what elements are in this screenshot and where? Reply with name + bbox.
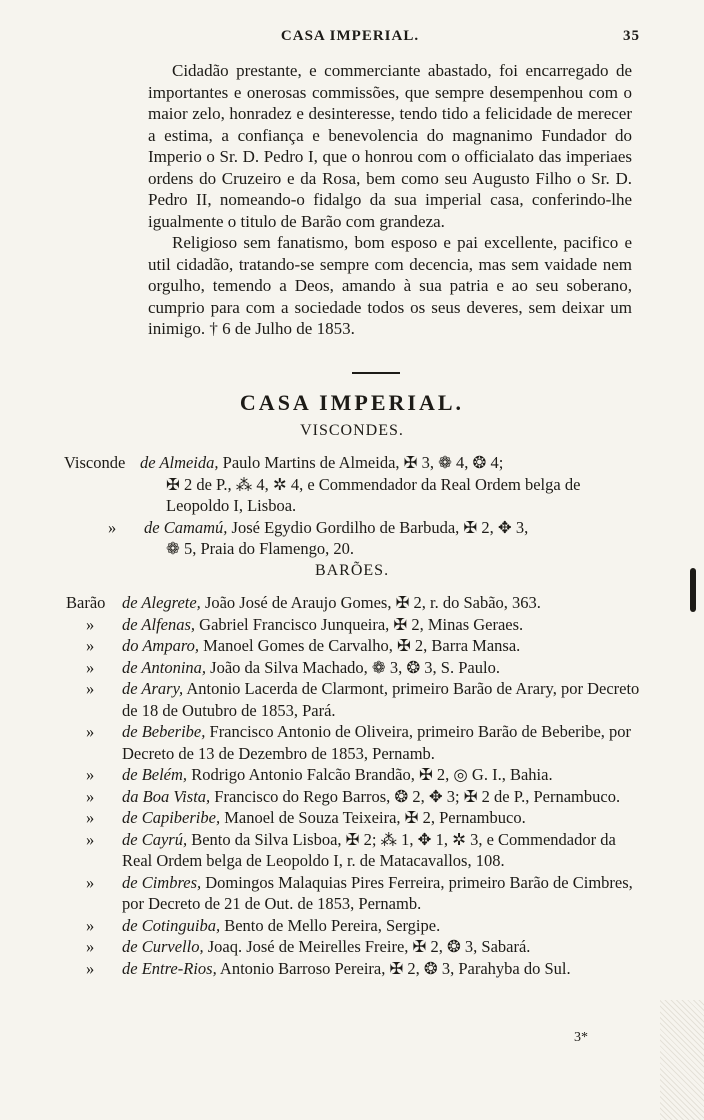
entry-lead: » <box>86 765 95 784</box>
entry-title: de Almeida, <box>140 453 219 472</box>
list-item <box>0 635 704 657</box>
margin-mark <box>690 568 696 612</box>
entry-title: de Arary, <box>122 679 184 698</box>
entry-text: Domingos Malaquias Pires Ferreira, primeiro Barão de Cimbres, por Decreto de 21 de Out. de 1853, Pernamb. <box>122 872 633 913</box>
entry-lead: » <box>86 614 95 634</box>
entry-title: de Cimbres, <box>122 872 202 892</box>
list-item <box>0 936 704 958</box>
entry-text: ✠ 2 de P., ⁂ 4, ✲ 4, e Commendador da Real Ordem belga de Leopoldo I, Lisboa. <box>166 474 581 515</box>
entry-lead: » <box>86 657 95 677</box>
entry-text: Francisco do Rego Barros, ❂ 2, ✥ 3; ✠ 2 de P., Pernambuco. <box>214 786 621 806</box>
entry-lead: » <box>86 872 95 892</box>
entry-text: Manoel Gomes de Carvalho, ✠ 2, Barra Mansa. <box>203 636 521 655</box>
entry-lead: » <box>86 829 95 849</box>
list-item <box>0 872 704 915</box>
list-item <box>0 915 704 937</box>
list-item <box>0 721 704 764</box>
running-head <box>60 28 640 50</box>
entry-lead: » <box>86 636 95 655</box>
entry-lead: Barão <box>66 593 106 612</box>
section-title: CASA IMPERIAL. <box>239 390 465 415</box>
entry-text: Gabriel Francisco Junqueira, ✠ 2, Minas Geraes. <box>199 614 524 634</box>
list-item <box>0 592 704 614</box>
list-item <box>0 807 704 829</box>
entry-title: de Cotinguiba, <box>122 915 221 935</box>
list-item <box>0 614 704 636</box>
viscondes-heading: VISCONDES. <box>300 422 404 439</box>
entry-lead: » <box>108 517 117 537</box>
entry-text: Joaq. José de Meirelles Freire, ✠ 2, ❂ 3, Sabará. <box>207 937 531 956</box>
baroes-heading: BARÕES. <box>314 562 390 579</box>
entry-title: do Amparo, <box>122 636 200 655</box>
signature-mark: 3* <box>574 1030 588 1045</box>
entry-lead: Visconde <box>64 453 126 472</box>
entry-lead: » <box>86 786 95 806</box>
entry-lead: » <box>86 937 95 956</box>
entry-title: de Beberibe, <box>122 722 206 741</box>
entry-title: de Alegrete, <box>122 593 201 612</box>
entry-lead: » <box>86 722 95 741</box>
entry-lead: » <box>86 679 95 698</box>
entry-text: João da Silva Machado, ❁ 3, ❂ 3, S. Paulo. <box>210 657 500 677</box>
entry-title: de Entre-Rios, <box>122 958 217 978</box>
baroes-list <box>0 592 704 979</box>
entry-text: José Egydio Gordilho de Barbuda, ✠ 2, ✥ 3, <box>231 517 529 537</box>
list-item <box>0 786 704 808</box>
list-item <box>0 657 704 679</box>
list-item <box>0 829 704 872</box>
entry-text: Francisco Antonio de Oliveira, primeiro Barão de Beberibe, por Decreto de 13 de Dezembro de 1853, Pernamb. <box>122 722 632 763</box>
entry-text: Bento de Mello Pereira, Sergipe. <box>224 915 441 935</box>
entry-lead: » <box>86 915 95 935</box>
running-head-title: CASA IMPERIAL. <box>280 28 420 44</box>
list-item <box>0 958 704 980</box>
entry-text: Antonio Barroso Pereira, ✠ 2, ❂ 3, Parahyba do Sul. <box>219 958 571 978</box>
page-number: 35 <box>623 28 640 44</box>
entry-text: Manoel de Souza Teixeira, ✠ 2, Pernambuco. <box>224 808 526 827</box>
entry-title: de Antonina, <box>122 657 207 677</box>
list-item <box>0 452 704 517</box>
entry-title: de Camamú, <box>144 517 228 537</box>
entry-lead: » <box>86 958 95 978</box>
list-item <box>0 764 704 786</box>
entry-text: Antonio Lacerda de Clarmont, primeiro Barão de Arary, por Decreto de 18 de Outubro de 1853, Pará. <box>122 679 640 720</box>
entry-text: João José de Araujo Gomes, ✠ 2, r. do Sabão, 363. <box>204 593 541 612</box>
entry-title: de Cayrú, <box>122 829 188 849</box>
entry-lead: » <box>86 808 95 827</box>
paper-speckle <box>660 1000 704 1120</box>
obituary-text <box>148 60 632 340</box>
section-divider <box>352 372 400 374</box>
entry-title: de Capiberibe, <box>122 808 221 827</box>
obituary-paragraph: Religioso sem fanatismo, bom esposo e pai excellente, pacifico e util cidadão, tratando-se sempre com decencia, mas sem vaidade nem orgulho, temendo a Deos, amando à sua patria e ao seu soberano, cumprio para com a sociedade todos os seus deveres, sem deixar um inimigo. † 6 de Julho de 1853. <box>148 233 632 338</box>
entry-text: Paulo Martins de Almeida, ✠ 3, ❁ 4, ❂ 4; <box>222 453 504 472</box>
entry-text: Rodrigo Antonio Falcão Brandão, ✠ 2, ◎ G. I., Bahia. <box>191 765 553 784</box>
entry-title: da Boa Vista, <box>122 786 211 806</box>
list-item <box>0 678 704 721</box>
entry-title: de Alfenas, <box>122 614 196 634</box>
entry-text: Bento da Silva Lisboa, ✠ 2; ⁂ 1, ✥ 1, ✲ 3, e Commendador da Real Ordem belga de Leopoldo I, r. de Matacavallos, 108. <box>122 829 616 870</box>
entry-title: de Curvello, <box>122 937 204 956</box>
viscondes-list <box>0 452 704 560</box>
entry-text: ❁ 5, Praia do Flamengo, 20. <box>166 539 354 558</box>
entry-title: de Belém, <box>122 765 188 784</box>
obituary-paragraph: Cidadão prestante, e commerciante abastado, foi encarregado de importantes e onerosas commissões, que sempre desempenhou com o maior zelo, honradez e desinteresse, tendo tido a felicidade de merecer a estima, a confiança e benevolencia do magnanimo Fundador do Imperio o Sr. D. Pedro I, que o honrou com o officialato das imperiaes ordens do Cruzeiro e da Rosa, bem como seu Augusto Filho o Sr. D. Pedro II, nomeando-o fidalgo da sua imperial casa, conferindo-lhe igualmente o titulo de Barão com grandeza. <box>148 61 632 231</box>
list-item <box>0 517 704 560</box>
